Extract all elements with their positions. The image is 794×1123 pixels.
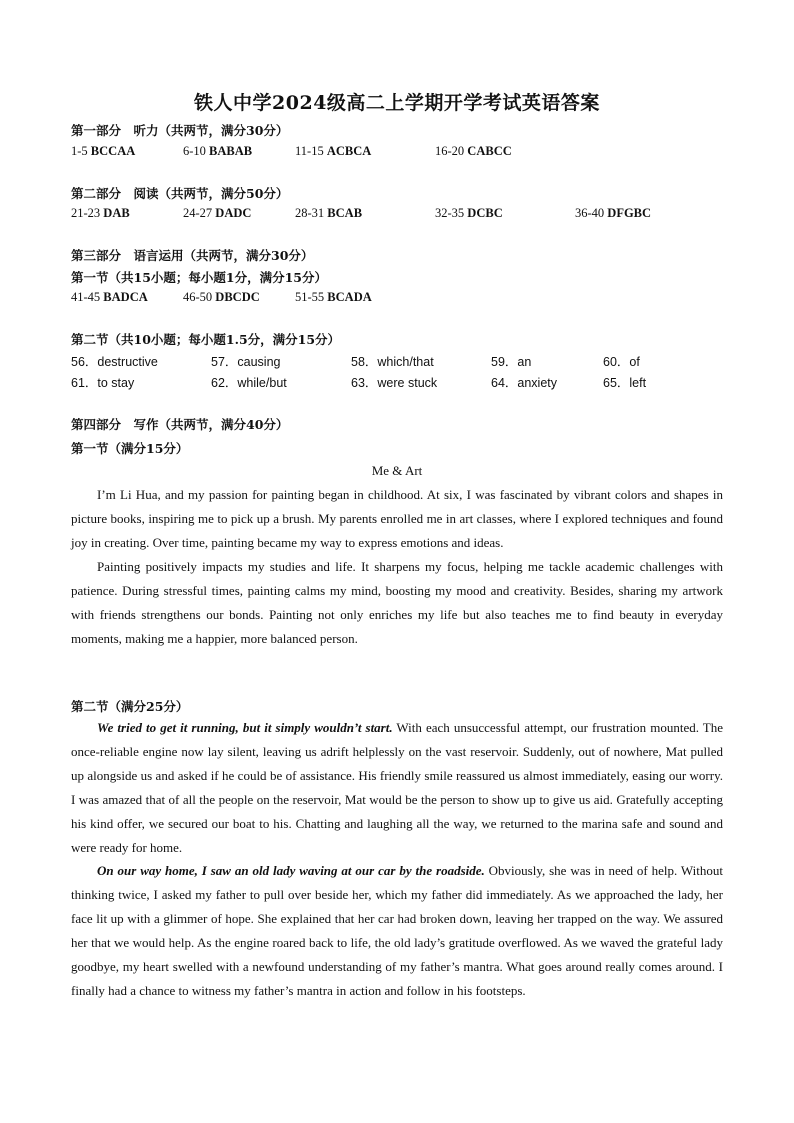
paragraph-lead-sentence: We tried to get it running, but it simply wouldn’t start. (97, 720, 393, 735)
answer-group: 21-23 DAB (71, 206, 130, 220)
page-title: 铁人中学2024级高二上学期开学考试英语答案 (194, 92, 600, 114)
fill-answer: 56．destructive (71, 355, 158, 369)
continuation-paragraph (71, 716, 723, 860)
fill-answer: 64．anxiety (491, 376, 558, 390)
answer-group: 46-50 DBCDC (183, 290, 260, 304)
fill-answer: 59．an (491, 355, 532, 369)
continuation-paragraph (71, 859, 723, 1003)
answer-group: 36-40 DFGBC (575, 206, 652, 220)
part3-section1-heading: 第一节（共15小题；每小题1分，满分15分） (71, 270, 327, 285)
essay-title: Me & Art (371, 463, 423, 478)
answer-group: 41-45 BADCA (71, 290, 148, 304)
part4-heading: 第四部分 写作（共两节，满分40分） (71, 417, 289, 432)
part3-heading: 第三部分 语言运用（共两节，满分30分） (71, 248, 314, 263)
answer-group: 1-5 BCCAA (71, 144, 136, 158)
part3-section2-heading: 第二节（共10小题；每小题1.5分，满分15分） (71, 332, 341, 347)
fill-answer: 58．which/that (351, 355, 434, 369)
answer-group: 24-27 DADC (183, 206, 252, 220)
fill-answer: 57．causing (211, 355, 281, 369)
paragraph-body: Obviously, she was in need of help. Without thinking twice, I asked my father to pull over beside her, which my father did immediately. As we approached the lady, her face lit up with a glimmer of hope. She explained that her car had broken down, leaving her trapped on the way. We assured her that we would help. As the engine roared back to life, the old lady’s gratitude overflowed. As we waved the grateful lady goodbye, my heart swelled with a newfound understanding of my father’s mantra. What goes around really comes around. I finally had a chance to witness my father’s mantra in action and follow in his footsteps. (71, 863, 723, 998)
fill-answer: 62．while/but (211, 376, 287, 390)
answer-group: 32-35 DCBC (435, 206, 503, 220)
answer-group: 11-15 ACBCA (295, 144, 372, 158)
part2-heading: 第二部分 阅读（共两节，满分50分） (71, 186, 289, 201)
fill-answer: 61．to stay (71, 376, 135, 390)
fill-answer: 63．were stuck (351, 376, 438, 390)
part4-section2-heading: 第二节（满分25分） (71, 699, 189, 714)
answer-group: 51-55 BCADA (295, 290, 372, 304)
fill-answer: 60．of (603, 355, 640, 369)
paragraph-lead-sentence: On our way home, I saw an old lady waving at our car by the roadside. (97, 863, 485, 878)
part1-heading: 第一部分 听力（共两节，满分30分） (71, 123, 289, 138)
part4-section1-heading: 第一节（满分15分） (71, 441, 189, 456)
answer-group: 28-31 BCAB (295, 206, 363, 220)
answer-group: 16-20 CABCC (435, 144, 512, 158)
essay-paragraph: I’m Li Hua, and my passion for painting began in childhood. At six, I was fascinated by vibrant colors and shapes in picture books, inspiring me to pick up a brush. My parents enrolled me in art classes, where I explored techniques and found joy in creating. Over time, painting became my way to express emotions and ideas. (71, 487, 723, 550)
answer-group: 6-10 BABAB (183, 144, 253, 158)
essay-paragraph: Painting positively impacts my studies and life. It sharpens my focus, helping me tackle academic challenges with patience. During stressful times, painting calms my mind, boosting my mood and creativity. Besides, sharing my artwork with friends strengthens our bonds. Painting not only enriches my life but also teaches me to find beauty in everyday moments, making me a happier, more balanced person. (71, 559, 723, 646)
fill-answer: 65．left (603, 376, 647, 390)
paragraph-body: With each unsuccessful attempt, our frustration mounted. The once-reliable engine now lay silent, leaving us adrift helplessly on the vast reservoir. Suddenly, out of nowhere, Mat pulled up alongside us and asked if he could be of assistance. His friendly smile reassured us almost immediately, easing our worry. I was amazed that of all the people on the reservoir, Mat would be the person to show up to give us aid. Gratefully accepting his kind offer, we secured our boat to his. Chatting and laughing all the way, we returned to the marina safe and sound and were ready for home. (71, 720, 724, 855)
